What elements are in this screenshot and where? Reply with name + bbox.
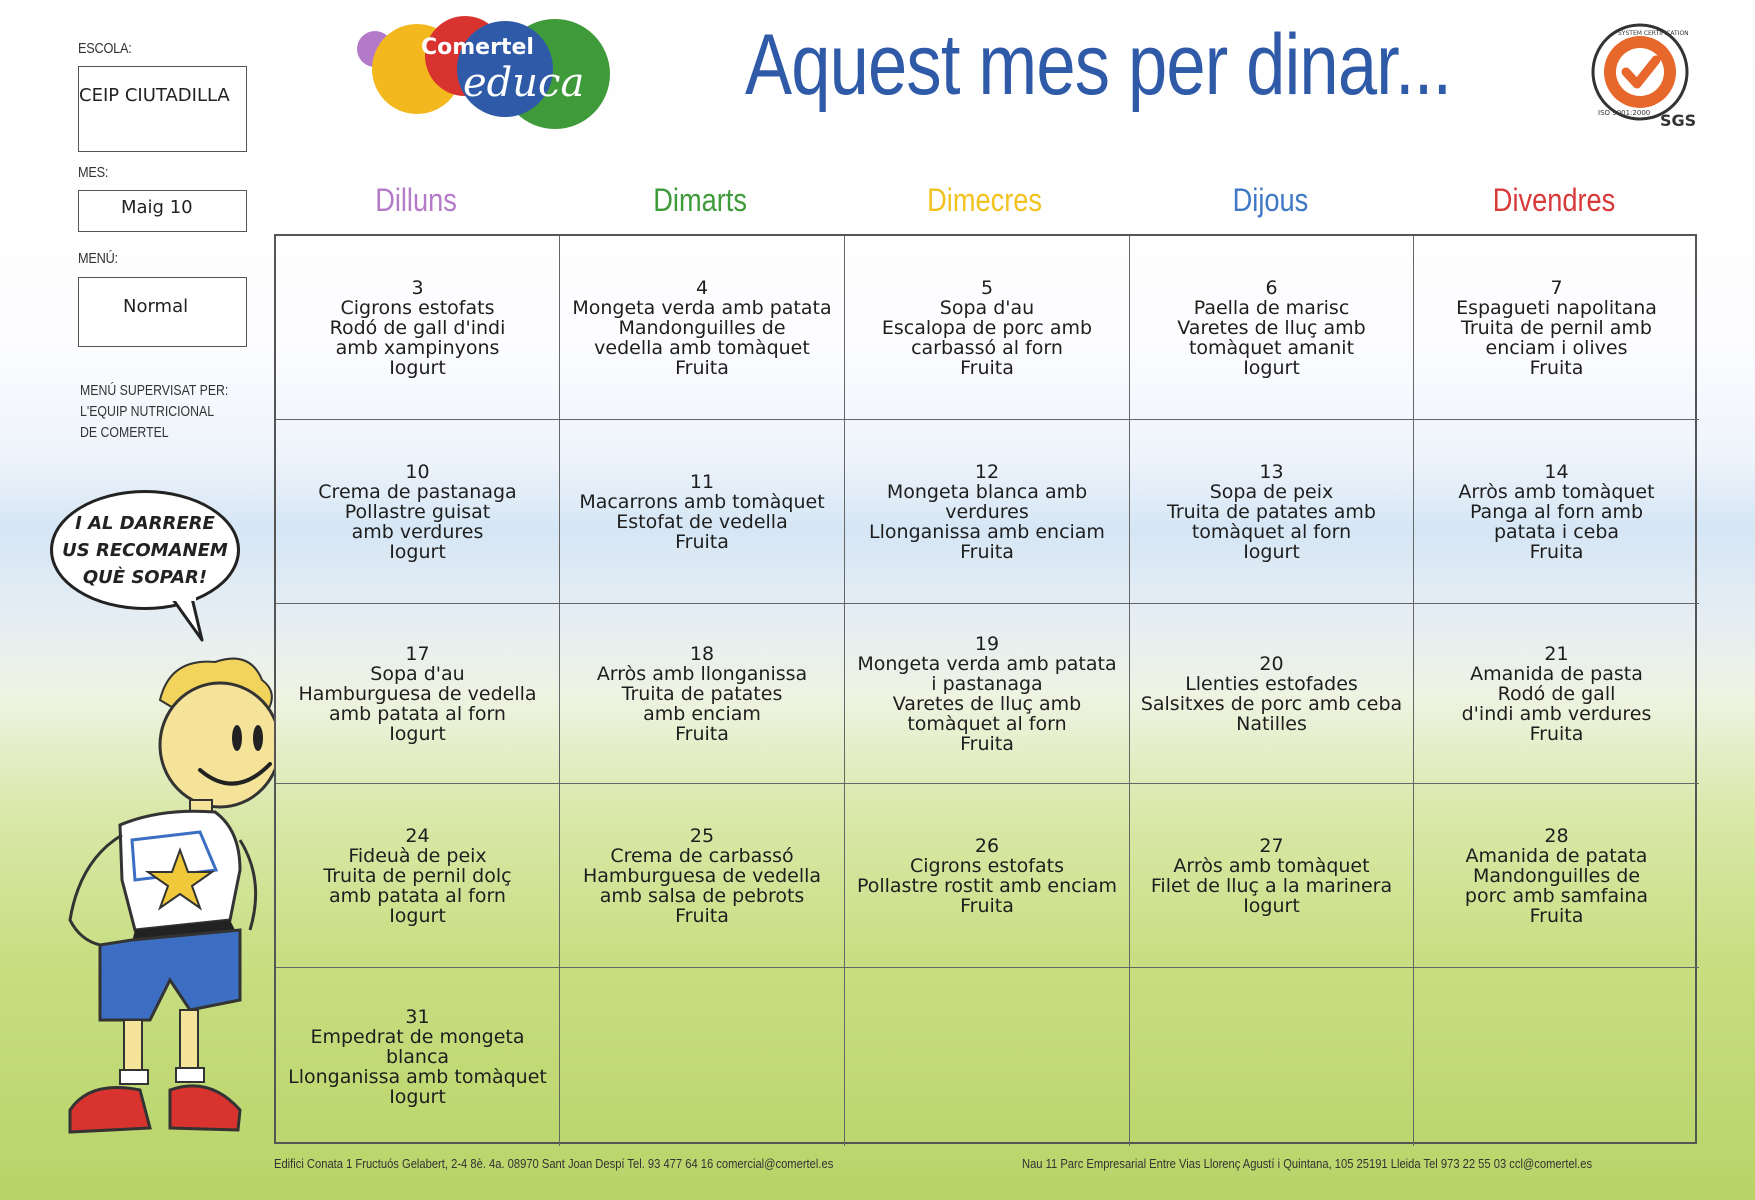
dish-item: Truita de patates amb bbox=[1167, 500, 1376, 523]
dish-item: Fruita bbox=[1529, 904, 1584, 927]
mes-box bbox=[78, 190, 247, 232]
dish-item: Sopa de peix bbox=[1209, 480, 1334, 503]
dish-item: Rodó de gall bbox=[1497, 682, 1616, 705]
dish-item: Iogurt bbox=[1243, 894, 1300, 917]
day-number: 28 bbox=[1544, 824, 1569, 847]
dish-item: Fruita bbox=[675, 356, 729, 379]
dish-item: Cigrons estofats bbox=[910, 854, 1064, 877]
dish-item: Panga al forn amb bbox=[1469, 500, 1644, 523]
dish-item: Fruita bbox=[675, 904, 729, 927]
menu-day-cell bbox=[276, 236, 560, 420]
footer-address-left: Edifici Conata 1 Fructuós Gelabert, 2-4 8è. 4a. 08970 Sant Joan Despí Tel. 93 477 64 16 comercial@comertel.es bbox=[274, 1156, 834, 1171]
dish-item: Pollastre rostit amb enciam bbox=[856, 874, 1118, 897]
day-header-dijous bbox=[1128, 182, 1412, 219]
dish-item: verdures bbox=[945, 500, 1029, 523]
dish-item: Truita de pernil dolç bbox=[323, 864, 512, 887]
dish-item: Arròs amb llonganissa bbox=[596, 662, 808, 685]
dish-item: amb enciam bbox=[643, 702, 761, 725]
dish-item: Escalopa de porc amb bbox=[881, 316, 1093, 339]
dish-item: Macarrons amb tomàquet bbox=[579, 490, 825, 513]
dish-item: Arròs amb tomàquet bbox=[1173, 854, 1370, 877]
day-number: 21 bbox=[1544, 642, 1569, 665]
dish-item: Varetes de lluç amb bbox=[1177, 316, 1366, 339]
menu-day-cell bbox=[1130, 968, 1414, 1146]
menu-day-cell bbox=[1130, 236, 1414, 420]
dish-item: Fruita bbox=[675, 530, 729, 553]
dish-item: Sopa d'au bbox=[939, 296, 1035, 319]
supervised-line: DE COMERTEL bbox=[80, 424, 169, 441]
dish-item: Arròs amb tomàquet bbox=[1458, 480, 1655, 503]
dish-item: tomàquet amanit bbox=[1188, 336, 1355, 359]
dish-item: Filet de lluç a la marinera bbox=[1150, 874, 1393, 897]
dish-item: patata i ceba bbox=[1493, 520, 1620, 543]
dish-item: Fruita bbox=[675, 722, 729, 745]
day-number: 25 bbox=[689, 824, 715, 847]
dish-item: Empedrat de mongeta bbox=[310, 1026, 525, 1048]
day-number: 20 bbox=[1259, 652, 1284, 675]
logo-bottom-word: educa bbox=[463, 60, 585, 106]
dish-item: d'indi amb verdures bbox=[1461, 702, 1652, 725]
dish-item: Paella de marisc bbox=[1193, 296, 1350, 319]
dish-item: tomàquet al forn bbox=[1191, 520, 1352, 543]
day-number: 4 bbox=[695, 276, 709, 299]
dish-item: tomàquet al forn bbox=[907, 712, 1067, 735]
menu-day-cell bbox=[276, 968, 560, 1146]
escola-label: ESCOLA: bbox=[78, 40, 132, 57]
supervised-line: L'EQUIP NUTRICIONAL bbox=[80, 403, 215, 420]
day-header-divendres bbox=[1412, 182, 1696, 219]
day-header-label: Dimecres bbox=[927, 182, 1043, 218]
day-header-dimarts bbox=[558, 182, 842, 219]
menu-day-cell bbox=[845, 784, 1130, 968]
menu-day-cell bbox=[276, 420, 560, 604]
dish-item: Iogurt bbox=[1243, 356, 1300, 379]
speech-bubble bbox=[50, 490, 240, 610]
day-number: 17 bbox=[405, 642, 430, 665]
bubble-line: QUÈ SOPAR! bbox=[82, 566, 208, 588]
menu-day-cell bbox=[1414, 604, 1699, 784]
dish-item: Iogurt bbox=[389, 904, 446, 927]
dish-item: Mongeta verda amb patata bbox=[572, 296, 832, 319]
dish-item: Cigrons estofats bbox=[340, 296, 495, 319]
day-header-label: Dijous bbox=[1232, 182, 1308, 218]
day-number: 7 bbox=[1550, 276, 1563, 299]
menu-day-cell bbox=[560, 968, 845, 1146]
page-title: Aquest mes per dinar... bbox=[745, 17, 1452, 113]
menu-box bbox=[78, 277, 247, 347]
dish-item: Hamburguesa de vedella bbox=[582, 864, 822, 887]
dish-item: Amanida de pasta bbox=[1470, 662, 1643, 685]
comertel-educa-logo bbox=[355, 14, 625, 129]
dish-item: Fruita bbox=[960, 894, 1014, 917]
menu-day-cell bbox=[1414, 420, 1699, 604]
dish-item: Fruita bbox=[1529, 540, 1584, 563]
dish-item: Hamburguesa de vedella bbox=[298, 682, 537, 705]
dish-item: Iogurt bbox=[389, 1086, 446, 1108]
menu-day-cell bbox=[845, 604, 1130, 784]
dish-item: vedella amb tomàquet bbox=[594, 336, 810, 359]
day-header-label: Divendres bbox=[1492, 182, 1616, 218]
dish-item: Truita de pernil amb bbox=[1461, 316, 1652, 339]
menu-day-cell bbox=[1414, 968, 1699, 1146]
dish-item: Rodó de gall d'indi bbox=[329, 316, 506, 339]
menu-day-cell bbox=[1130, 784, 1414, 968]
bubble-tail-icon bbox=[168, 596, 208, 644]
day-number: 6 bbox=[1265, 276, 1278, 299]
dish-item: Fruita bbox=[1529, 722, 1584, 745]
dish-item: porc amb samfaina bbox=[1464, 884, 1649, 907]
day-header-label: Dilluns bbox=[375, 182, 457, 218]
left-panel bbox=[0, 0, 275, 1200]
dish-item: amb patata al forn bbox=[329, 884, 506, 907]
dish-item: Sopa d'au bbox=[370, 662, 465, 685]
day-number: 10 bbox=[405, 460, 430, 483]
dish-item: Salsitxes de porc amb ceba bbox=[1140, 692, 1403, 715]
day-header-dimecres bbox=[843, 182, 1127, 219]
dish-item: i pastanaga bbox=[931, 672, 1043, 695]
day-number: 31 bbox=[405, 1006, 430, 1028]
dish-item: amb verdures bbox=[351, 520, 484, 543]
menu-value: Normal bbox=[123, 296, 189, 317]
dish-item: Fruita bbox=[960, 540, 1014, 563]
day-number: 13 bbox=[1259, 460, 1284, 483]
dish-item: Fruita bbox=[960, 732, 1014, 755]
bubble-line: I AL DARRERE bbox=[75, 512, 215, 534]
dish-item: Varetes de lluç amb bbox=[892, 692, 1082, 715]
dish-item: Llonganissa amb enciam bbox=[869, 520, 1105, 543]
dish-item: Mandonguilles de bbox=[1472, 864, 1641, 887]
day-number: 5 bbox=[980, 276, 994, 299]
dish-item: Crema de pastanaga bbox=[318, 480, 517, 503]
day-number: 24 bbox=[405, 824, 430, 847]
dish-item: Fideuà de peix bbox=[348, 844, 487, 867]
dish-item: Iogurt bbox=[389, 356, 446, 379]
iso-ring-text: SYSTEM CERTIFICATION bbox=[1618, 30, 1689, 37]
supervised-by-text bbox=[80, 380, 228, 443]
menu-day-cell bbox=[1130, 420, 1414, 604]
dish-item: amb xampinyons bbox=[335, 336, 500, 359]
dish-item: Estofat de vedella bbox=[616, 510, 788, 533]
day-number: 14 bbox=[1544, 460, 1569, 483]
day-number: 12 bbox=[974, 460, 1000, 483]
dish-item: Truita de patates bbox=[621, 682, 783, 705]
footer-address-right: Nau 11 Parc Empresarial Entre Vias Llorenç Agustí i Quintana, 105 25191 Lleida Tel 973 22 55 03 ccl@comertel.es bbox=[1022, 1156, 1593, 1171]
dish-item: carbassó al forn bbox=[911, 336, 1063, 359]
day-number: 11 bbox=[689, 470, 715, 493]
menu-day-cell bbox=[560, 236, 845, 420]
escola-box bbox=[78, 66, 247, 152]
dish-item: Mongeta verda amb patata bbox=[857, 652, 1117, 675]
day-header-label: Dimarts bbox=[653, 182, 747, 218]
menu-day-cell bbox=[845, 420, 1130, 604]
dish-item: blanca bbox=[385, 1046, 450, 1068]
dish-item: amb patata al forn bbox=[329, 702, 506, 725]
menu-label: MENÚ: bbox=[78, 250, 118, 267]
day-number: 19 bbox=[974, 632, 1000, 655]
mes-value: Maig 10 bbox=[121, 197, 193, 218]
menu-day-cell bbox=[845, 236, 1130, 420]
dish-item: enciam i olives bbox=[1485, 336, 1628, 359]
dish-item: Mongeta blanca amb bbox=[886, 480, 1088, 503]
dish-item: Pollastre guisat bbox=[344, 500, 491, 523]
menu-day-cell bbox=[1414, 236, 1699, 420]
menu-day-cell bbox=[560, 604, 845, 784]
menu-day-cell bbox=[276, 604, 560, 784]
day-number: 26 bbox=[974, 834, 1000, 857]
iso-certification-badge bbox=[1590, 22, 1700, 130]
logo-top-word: Comertel bbox=[421, 35, 534, 60]
mes-label: MES: bbox=[78, 164, 109, 181]
menu-day-cell bbox=[560, 784, 845, 968]
dish-item: Espagueti napolitana bbox=[1456, 296, 1657, 319]
dish-item: Mandonguilles de bbox=[618, 316, 786, 339]
dish-item: Iogurt bbox=[1243, 540, 1300, 563]
dish-item: Fruita bbox=[1529, 356, 1584, 379]
iso-text: ISO 9001:2000 bbox=[1598, 109, 1651, 117]
menu-day-cell bbox=[560, 420, 845, 604]
iso-brand: SGS bbox=[1660, 111, 1697, 130]
dish-item: Llonganissa amb tomàquet bbox=[288, 1066, 547, 1088]
menu-day-cell bbox=[276, 784, 560, 968]
supervised-line: MENÚ SUPERVISAT PER: bbox=[80, 382, 229, 399]
dish-item: Natilles bbox=[1236, 712, 1307, 735]
day-number: 18 bbox=[689, 642, 715, 665]
dish-item: Iogurt bbox=[389, 722, 446, 745]
cartoon-kid-icon bbox=[40, 640, 275, 1150]
bubble-line: US RECOMANEM bbox=[62, 539, 228, 561]
dish-item: Crema de carbassó bbox=[610, 844, 794, 867]
menu-day-cell bbox=[845, 968, 1130, 1146]
dish-item: Iogurt bbox=[389, 540, 446, 563]
menu-day-cell bbox=[1414, 784, 1699, 968]
menu-calendar-grid bbox=[274, 234, 1697, 1144]
dish-item: Fruita bbox=[960, 356, 1014, 379]
day-number: 3 bbox=[411, 276, 424, 299]
dish-item: amb salsa de pebrots bbox=[599, 884, 805, 907]
dish-item: Amanida de patata bbox=[1465, 844, 1648, 867]
day-number: 27 bbox=[1259, 834, 1284, 857]
menu-day-cell bbox=[1130, 604, 1414, 784]
escola-value: CEIP CIUTADILLA bbox=[79, 85, 230, 106]
dish-item: Llenties estofades bbox=[1185, 672, 1358, 695]
day-header-dilluns bbox=[274, 182, 558, 219]
